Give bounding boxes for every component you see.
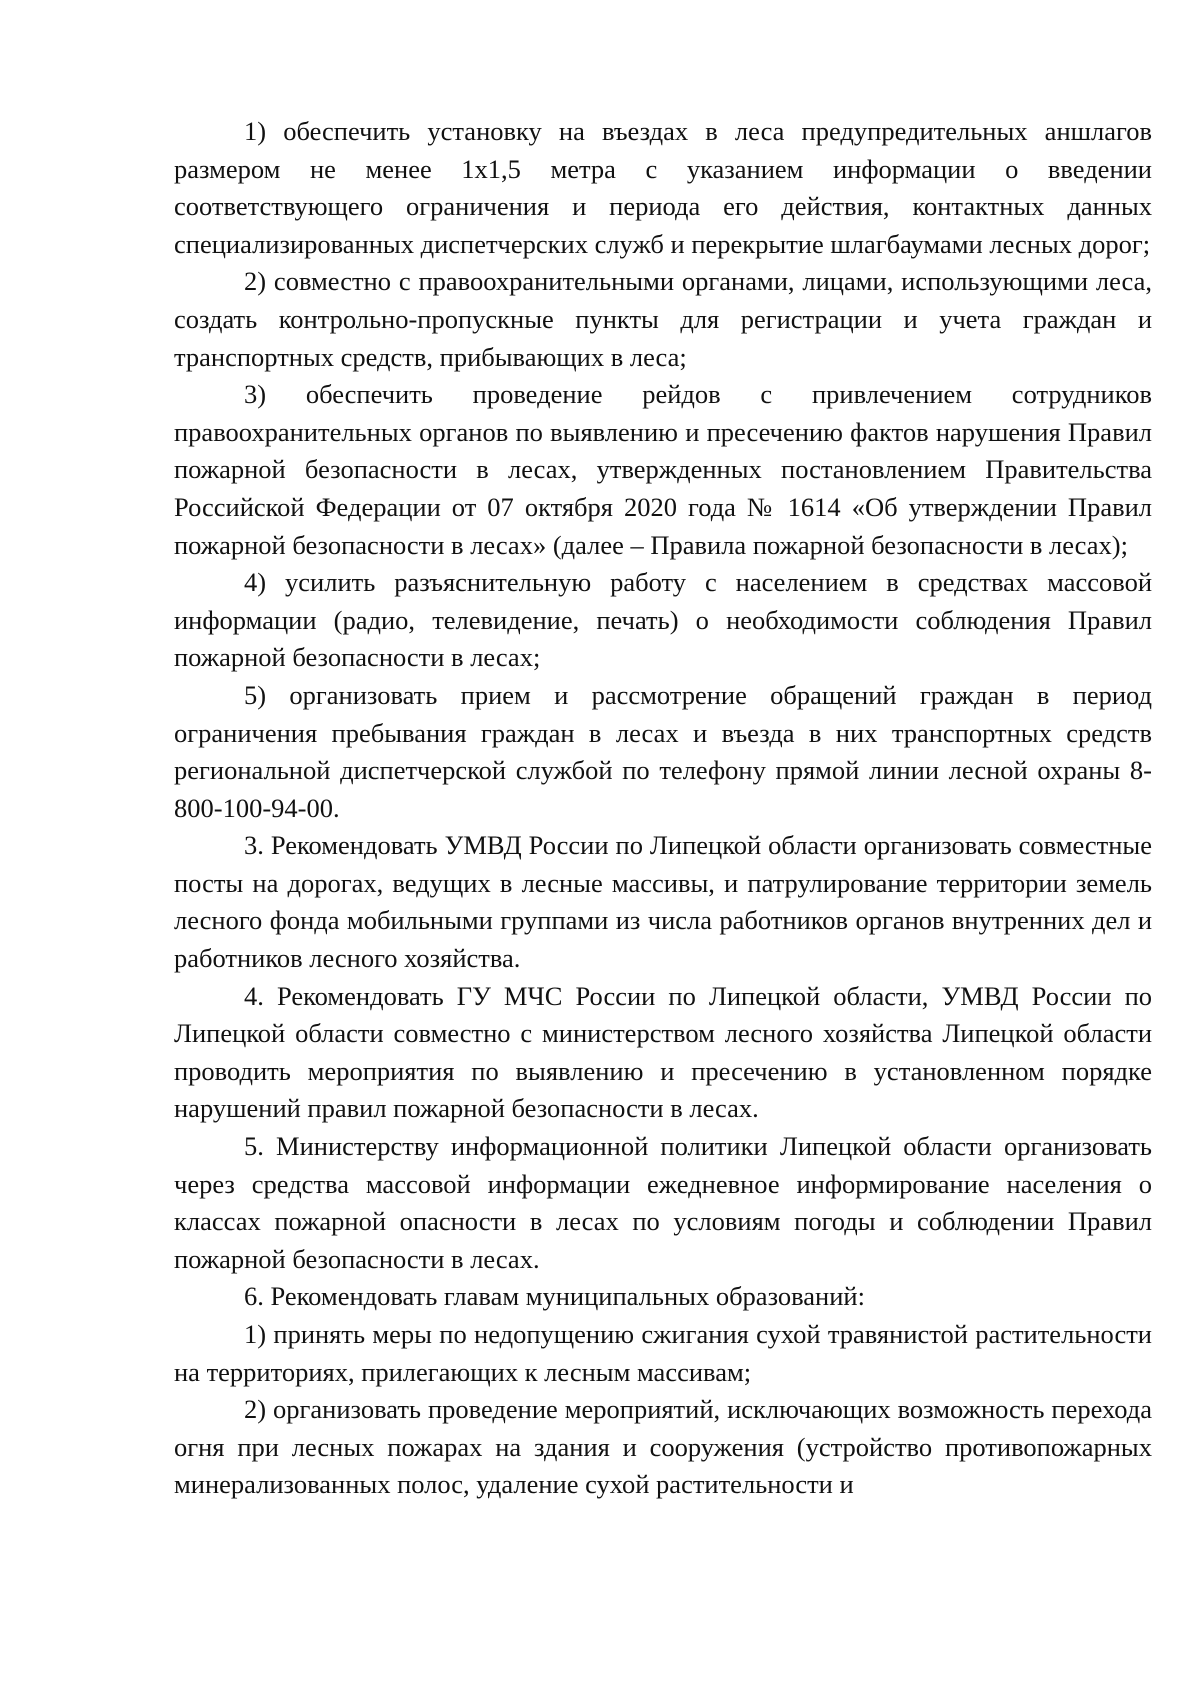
paragraph-item-2-checkpoints: 2) совместно с правоохранительными органами, лицами, использующими леса, создать контрольно-пропускные пункты для регистрации и учета граждан и транспортных средств, прибывающих в леса; [174, 266, 1152, 372]
paragraph-item-3-raids: 3) обеспечить проведение рейдов с привлечением сотрудников правоохранительных органов по выявлению и пресечению фактов нарушения Правил пожарной безопасности в лесах, утвержденных постановлением Правительства Российской Федерации от 07 октября 2020 года № 1614 «Об утверждении Правил пожарной безопасности в лесах» (далее – Правила пожарной безопасности в лесах); [174, 379, 1152, 560]
paragraph-item-4-outreach: 4) усилить разъяснительную работу с населением в средствах массовой информации (радио, телевидение, печать) о необходимости соблюдения Правил пожарной безопасности в лесах; [174, 567, 1152, 673]
paragraph-item-1-signs: 1) обеспечить установку на въездах в леса предупредительных аншлагов размером не менее 1х1,5 метра с указанием информации о введении соответствующего ограничения и периода его действия, контактных данных специализированных диспетчерских служб и перекрытие шлагбаумами лесных дорог; [174, 116, 1152, 259]
paragraph-section-6-item-2: 2) организовать проведение мероприятий, исключающих возможность перехода огня при лесных пожарах на здания и сооружения (устройство противопожарных минерализованных полос, удаление сухой растительности и [174, 1394, 1152, 1500]
paragraph-section-6-item-1: 1) принять меры по недопущению сжигания сухой травянистой растительности на территориях, прилегающих к лесным массивам; [174, 1319, 1152, 1387]
paragraph-section-5: 5. Министерству информационной политики Липецкой области организовать через средства массовой информации ежедневное информирование населения о классах пожарной опасности в лесах по условиям погоды и соблюдении Правил пожарной безопасности в лесах. [174, 1131, 1152, 1274]
paragraph-section-4: 4. Рекомендовать ГУ МЧС России по Липецкой области, УМВД России по Липецкой области совместно с министерством лесного хозяйства Липецкой области проводить мероприятия по выявлению и пресечению в установленном порядке нарушений правил пожарной безопасности в лесах. [174, 980, 1152, 1124]
paragraph-item-5-hotline: 5) организовать прием и рассмотрение обращений граждан в период ограничения пребывания граждан в лесах и въезда в них транспортных средств региональной диспетчерской службой по телефону прямой линии лесной охраны 8-800-100-94-00. [174, 679, 1152, 823]
document-body [174, 113, 1152, 1504]
paragraph-section-6: 6. Рекомендовать главам муниципальных образований: [244, 1281, 865, 1312]
paragraph-section-3: 3. Рекомендовать УМВД России по Липецкой области организовать совместные посты на дорогах, ведущих в лесные массивы, и патрулирование территории земель лесного фонда мобильными группами из числа работников органов внутренних дел и работников лесного хозяйства. [174, 830, 1152, 974]
